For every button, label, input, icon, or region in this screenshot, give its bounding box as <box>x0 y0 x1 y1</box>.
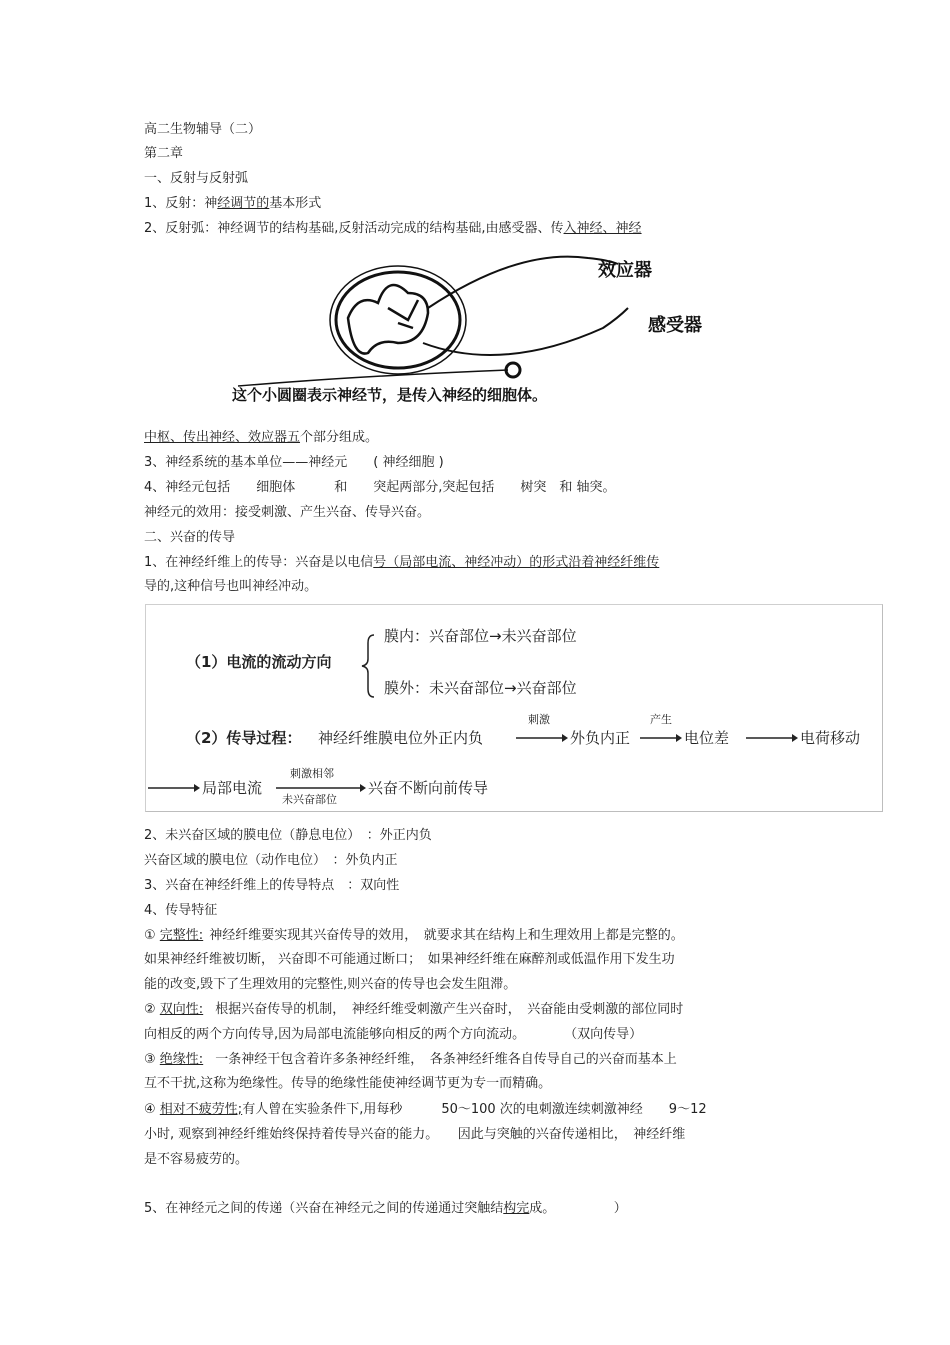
bidirectional-term: 双向性: <box>159 1002 204 1017</box>
neuron-function: 神经元的效用：接受刺激、产生兴奋、传导兴奋。 <box>144 505 431 520</box>
integrity-line-1 <box>144 926 684 946</box>
item-3-number: ③ <box>144 1052 156 1067</box>
insulation-line-1 <box>144 1050 677 1070</box>
integrity-line-3: 能的改变,毁下了生理效用的完整性,则兴奋的传导也会发生阻滞。 <box>144 977 517 992</box>
fatigue-term: 相对不疲劳性; <box>159 1102 243 1117</box>
fatigue-line-3: 是不容易疲劳的。 <box>144 1152 249 1167</box>
cond-text-b: 号（局部电流、神经冲动）的形式沿着神经纤维传 <box>373 555 660 570</box>
conduction-diagram <box>146 605 880 809</box>
item-2-number: ② <box>144 1002 156 1017</box>
synapse-text-a: 5、在神经元之间的传递（兴奋在神经元之间的传递通过突触结 <box>144 1201 504 1216</box>
resting-potential: 2、未兴奋区域的膜电位（静息电位） ：外正内负 <box>144 828 432 843</box>
bidirectional-line-1 <box>144 1000 683 1020</box>
reflex-text-b: 经调节的 <box>217 196 270 211</box>
arc-text-a: 2、反射弧：神经调节的结构基础,反射活动完成的结构基础,由感受器、传 <box>144 221 564 236</box>
item-1-number: ① <box>144 928 156 943</box>
section-2-heading: 二、兴奋的传导 <box>144 530 236 545</box>
conduction-line-2: 导的,这种信号也叫神经冲动。 <box>144 579 318 594</box>
arc-text-b: 入神经、神经 <box>563 221 642 236</box>
label-stimulus: 刺激 <box>528 713 550 726</box>
brace <box>362 635 374 697</box>
efferent-nerve-line <box>428 257 618 308</box>
integrity-line-2: 如果神经纤维被切断， 兴奋即不可能通过断口； 如果神经纤维在麻醉剂或低温作用下发生功 <box>144 952 675 967</box>
step-charge-movement: 电荷移动 <box>800 729 861 747</box>
insulation-term: 绝缘性: <box>159 1052 204 1067</box>
step-potential-difference: 电位差 <box>684 729 730 747</box>
chapter-heading: 第二章 <box>144 146 184 161</box>
label-stimulate-adjacent: 刺激相邻 <box>290 767 334 780</box>
effector-label: 效应器 <box>598 260 652 281</box>
step-reversed: 外负内正 <box>570 729 631 747</box>
conduction-line-1 <box>144 553 740 573</box>
label-produce: 产生 <box>650 713 672 726</box>
integrity-text-1: 神经纤维要实现其兴奋传导的效用， 就要求其在结构上和生理效用上都是完整的。 <box>209 928 684 943</box>
synapse-text-b: 构完 <box>503 1201 530 1216</box>
conduction-characteristics: 4、传导特征 <box>144 903 218 918</box>
fatigue-text-1: 有人曾在实验条件下,用每秒 50～100 次的电刺激连续刺激神经 9～12 <box>242 1102 707 1117</box>
neuron-basic-unit: 3、神经系统的基本单位——神经元 ( 神经细胞 ) <box>144 455 444 470</box>
current-direction-heading: （1）电流的流动方向 <box>186 653 332 671</box>
reflex-text-a: 1、反射：神 <box>144 196 218 211</box>
section-1-heading: 一、反射与反射弧 <box>144 171 249 186</box>
outside-membrane-text: 膜外：未兴奋部位→兴奋部位 <box>384 679 577 697</box>
reflex-text-c: 基本形式 <box>269 196 322 211</box>
arc2-text-a: 中枢、传出神经、效应器五 <box>144 430 301 445</box>
receptor-label: 感受器 <box>648 315 702 336</box>
bidirectional-line-2: 向相反的两个方向传导,因为局部电流能够向相反的两个方向流动。 （双向传导） <box>144 1027 643 1042</box>
reflex-arc-definition <box>144 219 750 239</box>
conduction-process-heading: （2）传导过程： <box>186 729 302 747</box>
conduction-feature: 3、兴奋在神经纤维上的传导特点 ：双向性 <box>144 878 400 893</box>
doc-title: 高二生物辅导（二） <box>144 122 262 137</box>
fatigue-line-1 <box>144 1100 707 1120</box>
insulation-text-1: 一条神经干包含着许多条神经纤维， 各条神经纤维各自传导自己的兴奋而基本上 <box>215 1052 677 1067</box>
synapse-transmission <box>144 1199 627 1219</box>
synapse-text-c: 成。 ） <box>529 1201 627 1216</box>
gray-matter-shape <box>348 285 428 354</box>
item-4-number: ④ <box>144 1102 156 1117</box>
insulation-line-2: 互不干扰,这称为绝缘性。传导的绝缘性能使神经调节更为专一而精确。 <box>144 1076 552 1091</box>
label-unexcited-region: 未兴奋部位 <box>282 793 337 806</box>
cond-text-a: 1、在神经纤维上的传导：兴奋是以电信 <box>144 555 374 570</box>
ganglion-circle <box>506 363 520 377</box>
bidirectional-text-1: 根据兴奋传导的机制， 神经纤维受刺激产生兴奋时， 兴奋能由受刺激的部位同时 <box>215 1002 684 1017</box>
step-resting: 神经纤维膜电位外正内负 <box>318 729 484 747</box>
figure-caption: 这个小圆圈表示神经节，是传入神经的细胞体。 <box>232 386 548 404</box>
afferent-nerve-line <box>423 308 628 355</box>
reflex-arc-figure <box>228 248 728 418</box>
arc2-text-b: 个部分组成。 <box>300 430 379 445</box>
reflex-arc-continued <box>144 428 378 448</box>
neuron-parts: 4、神经元包括 细胞体 和 突起两部分,突起包括 树突 和 轴突。 <box>144 480 616 495</box>
reflex-definition <box>144 194 321 214</box>
integrity-term: 完整性: <box>159 928 204 943</box>
action-potential: 兴奋区域的膜电位（动作电位） ：外负内正 <box>144 853 398 868</box>
inside-membrane-text: 膜内：兴奋部位→未兴奋部位 <box>384 627 577 645</box>
step-local-current: 局部电流 <box>202 779 263 797</box>
fatigue-line-2: 小时, 观察到神经纤维始终保持着传导兴奋的能力。 因此与突触的兴奋传递相比， 神经纤维 <box>144 1127 686 1142</box>
step-forward-conduction: 兴奋不断向前传导 <box>368 779 489 797</box>
